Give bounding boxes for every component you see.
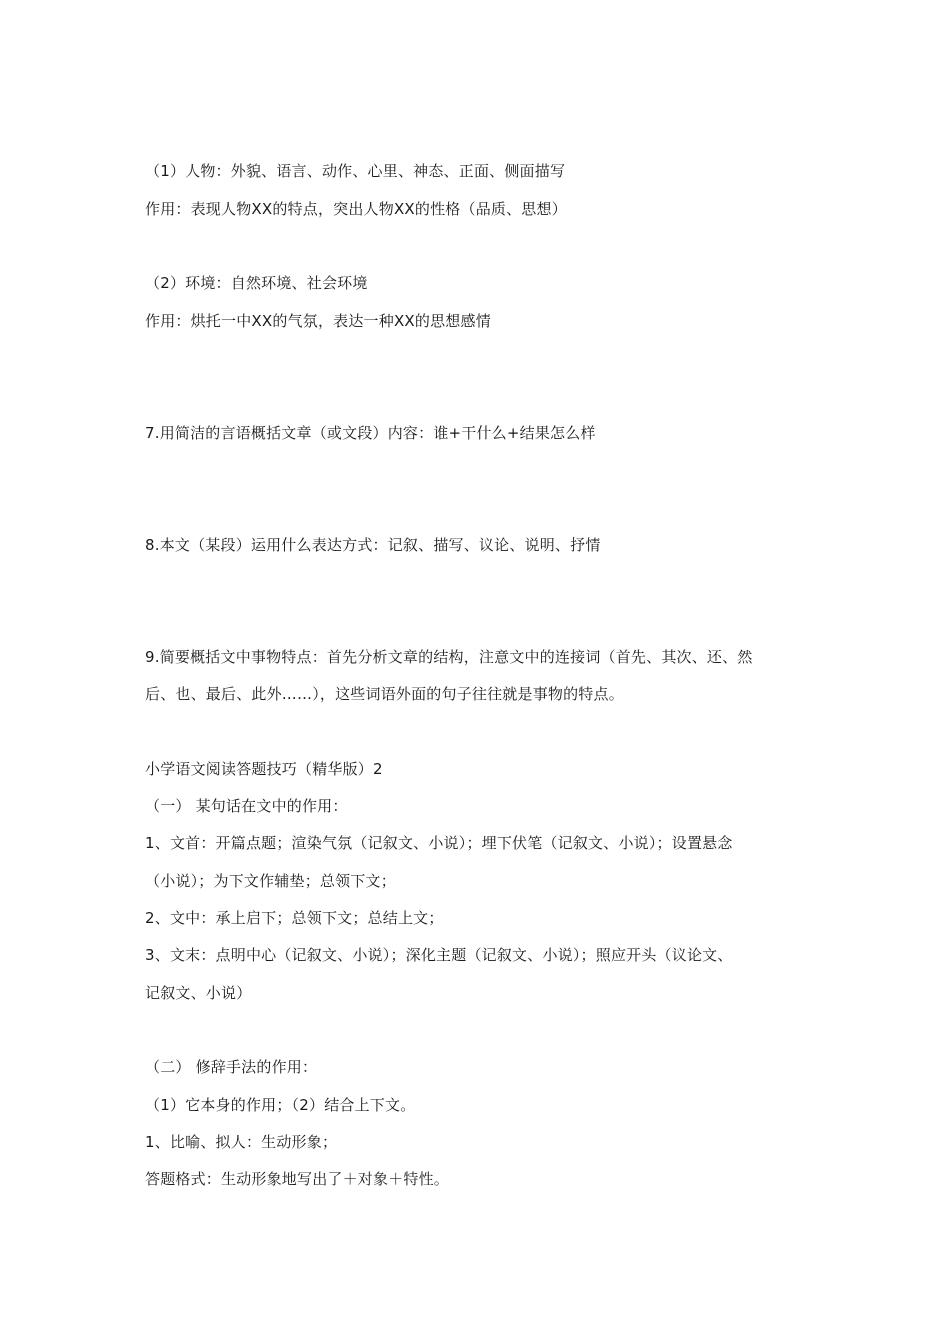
- text-line-rhetoric-note: （1）它本身的作用；（2）结合上下文。: [145, 1096, 416, 1114]
- text-line-character-description: （1）人物：外貌、语言、动作、心里、神态、正面、侧面描写: [145, 162, 566, 180]
- text-line-end-continued: 记叙文、小说）: [145, 984, 252, 1002]
- text-line-item-7: 7.用简洁的言语概括文章（或文段）内容：谁+干什么+结果怎么样: [145, 424, 596, 442]
- text-line-character-effect: 作用：表现人物XX的特点，突出人物XX的性格（品质、思想）: [145, 200, 567, 218]
- subsection-heading-1: （一） 某句话在文中的作用：: [145, 797, 348, 815]
- text-line-beginning-continued: （小说）；为下文作辅垫；总领下文；: [145, 872, 396, 890]
- text-line-environment-effect: 作用：烘托一中XX的气氛，表达一种XX的思想感情: [145, 312, 491, 330]
- subsection-heading-2: （二） 修辞手法的作用：: [145, 1058, 318, 1076]
- text-line-item-9-continued: 后、也、最后、此外……），这些词语外面的句子往往就是事物的特点。: [145, 685, 624, 703]
- text-line-item-8: 8.本文（某段）运用什么表达方式：记叙、描写、议论、说明、抒情: [145, 536, 601, 554]
- text-line-metaphor: 1、比喻、拟人：生动形象；: [145, 1133, 338, 1151]
- text-line-environment: （2）环境：自然环境、社会环境: [145, 274, 368, 292]
- text-line-item-9: 9.简要概括文中事物特点：首先分析文章的结构，注意文中的连接词（首先、其次、还、然: [145, 648, 753, 666]
- text-line-answer-format: 答题格式：生动形象地写出了＋对象＋特性。: [145, 1170, 450, 1188]
- text-line-end: 3、文末：点明中心（记叙文、小说）；深化主题（记叙文、小说）；照应开头（议论文、: [145, 946, 733, 964]
- section-heading: 小学语文阅读答题技巧（精华版）2: [145, 760, 383, 778]
- text-line-beginning: 1、文首：开篇点题；渲染气氛（记叙文、小说）；埋下伏笔（记叙文、小说）；设置悬念: [145, 834, 733, 852]
- text-line-middle: 2、文中：承上启下；总领下文；总结上文；: [145, 909, 444, 927]
